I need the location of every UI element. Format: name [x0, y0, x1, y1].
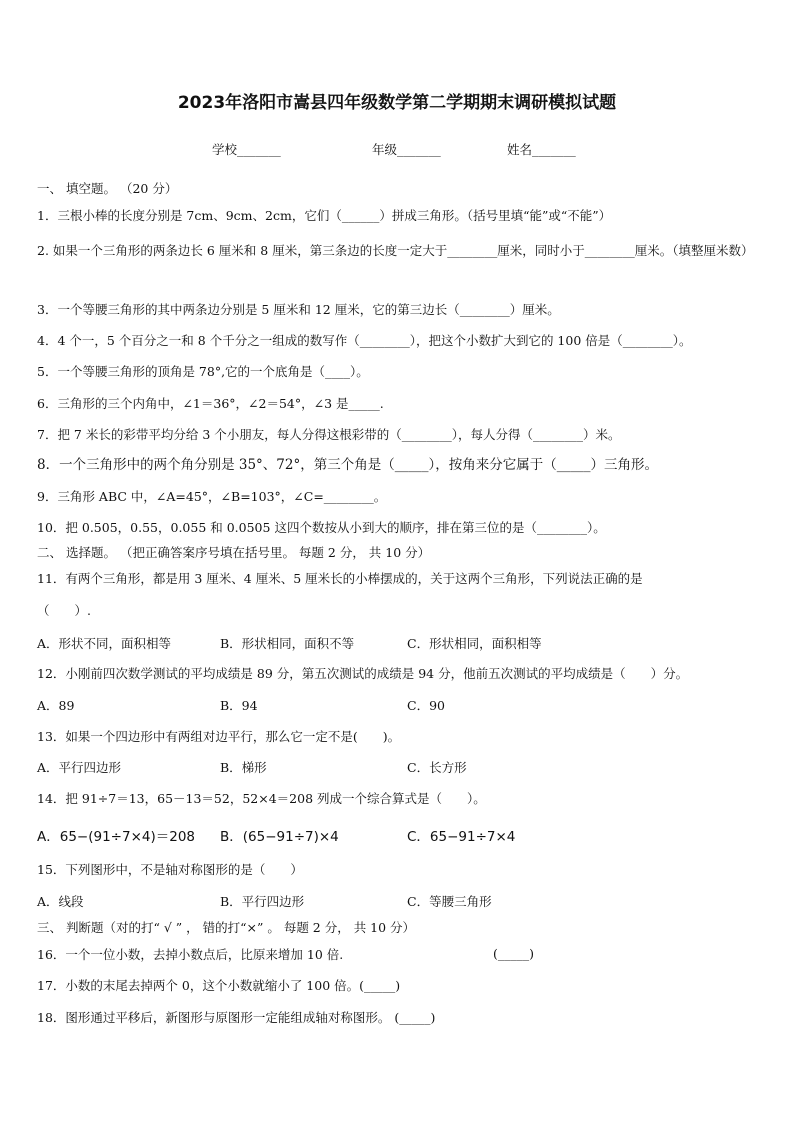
- section-heading: 一、 填空题。 （20 分）: [37, 181, 178, 196]
- option-a: A．平行四边形: [37, 760, 122, 775]
- question-14: 14．把 91÷7＝13，65－13＝52，52×4＝208 列成一个综合算式是（ ）。: [37, 791, 486, 806]
- school-field: 学校_______: [212, 142, 281, 157]
- option-b: B．平行四边形: [220, 894, 305, 909]
- question-6: 6．三角形的三个内角中，∠1＝36°，∠2＝54°，∠3 是_____.: [37, 396, 384, 411]
- option-a: A．65−(91÷7×4)＝208: [37, 829, 196, 845]
- answer-blank: (_____): [493, 946, 535, 961]
- option-a: A．形状不同，面积相等: [37, 636, 172, 651]
- option-a: A．线段: [37, 894, 84, 909]
- option-c: C．90: [407, 698, 445, 713]
- option-c: C．65−91÷7×4: [407, 829, 516, 845]
- question-1: 1．三根小棒的长度分别是 7cm、9cm、2cm，它们（______）拼成三角形。（括号里填“能”或“不能”）: [37, 208, 612, 223]
- question-4: 4．4 个一，5 个百分之一和 8 个千分之一组成的数写作（________），把这个小数扩大到它的 100 倍是（________）。: [37, 333, 692, 348]
- question-16: 16．一个一位小数，去掉小数点后，比原来增加 10 倍.: [37, 947, 344, 962]
- question-2: 2. 如果一个三角形的两条边长 6 厘米和 8 厘米，第三条边的长度一定大于________厘米，同时小于________厘米。（填整厘米数）: [37, 243, 754, 258]
- option-a: A．89: [37, 698, 75, 713]
- option-b: B．94: [220, 698, 258, 713]
- question-13: 13．如果一个四边形中有两组对边平行，那么它一定不是( )。: [37, 729, 401, 744]
- question-11: 11．有两个三角形，都是用 3 厘米、4 厘米、5 厘米长的小棒摆成的，关于这两个三角形，下列说法正确的是: [37, 571, 643, 586]
- option-c: C．等腰三角形: [407, 894, 492, 909]
- option-b: B．(65−91÷7)×4: [220, 829, 339, 845]
- name-field: 姓名_______: [507, 142, 576, 157]
- option-b: B．形状相同，面积不等: [220, 636, 355, 651]
- question-18: 18．图形通过平移后，新图形与原图形一定能组成轴对称图形。 (_____): [37, 1010, 436, 1025]
- option-c: C．长方形: [407, 760, 467, 775]
- question-15: 15．下列图形中，不是轴对称图形的是（ ）: [37, 862, 303, 877]
- page-title: 2023年洛阳市嵩县四年级数学第二学期期末调研模拟试题: [177, 93, 617, 113]
- option-c: C．形状相同，面积相等: [407, 636, 542, 651]
- section-heading: 三、 判断题（对的打“ √ ” ， 错的打“×” 。 每题 2 分， 共 10 分）: [37, 920, 416, 935]
- option-b: B．梯形: [220, 760, 267, 775]
- question-3: 3．一个等腰三角形的其中两条边分别是 5 厘米和 12 厘米，它的第三边长（________）厘米。: [37, 302, 560, 317]
- question-10: 10．把 0.505，0.55，0.055 和 0.0505 这四个数按从小到大的顺序，排在第三位的是（________）。: [37, 520, 606, 535]
- question-17: 17．小数的末尾去掉两个 0，这个小数就缩小了 100 倍。(_____): [37, 978, 401, 993]
- question-9: 9．三角形 ABC 中，∠A=45°，∠B=103°，∠C=________。: [37, 489, 387, 504]
- question-11-blank: （ ）.: [37, 603, 91, 618]
- grade-field: 年级_______: [372, 142, 441, 157]
- question-12: 12．小刚前四次数学测试的平均成绩是 89 分，第五次测试的成绩是 94 分，他前五次测试的平均成绩是（ ）分。: [37, 666, 689, 681]
- section-heading: 二、 选择题。 （把正确答案序号填在括号里。 每题 2 分， 共 10 分）: [37, 545, 431, 560]
- question-8: 8．一个三角形中的两个角分别是 35°、72°，第三个角是（_____），按角来分它属于（_____）三角形。: [37, 457, 658, 473]
- question-7: 7．把 7 米长的彩带平均分给 3 个小朋友，每人分得这根彩带的（________），每人分得（________）米。: [37, 427, 621, 442]
- question-5: 5．一个等腰三角形的顶角是 78°,它的一个底角是（____）。: [37, 364, 369, 379]
